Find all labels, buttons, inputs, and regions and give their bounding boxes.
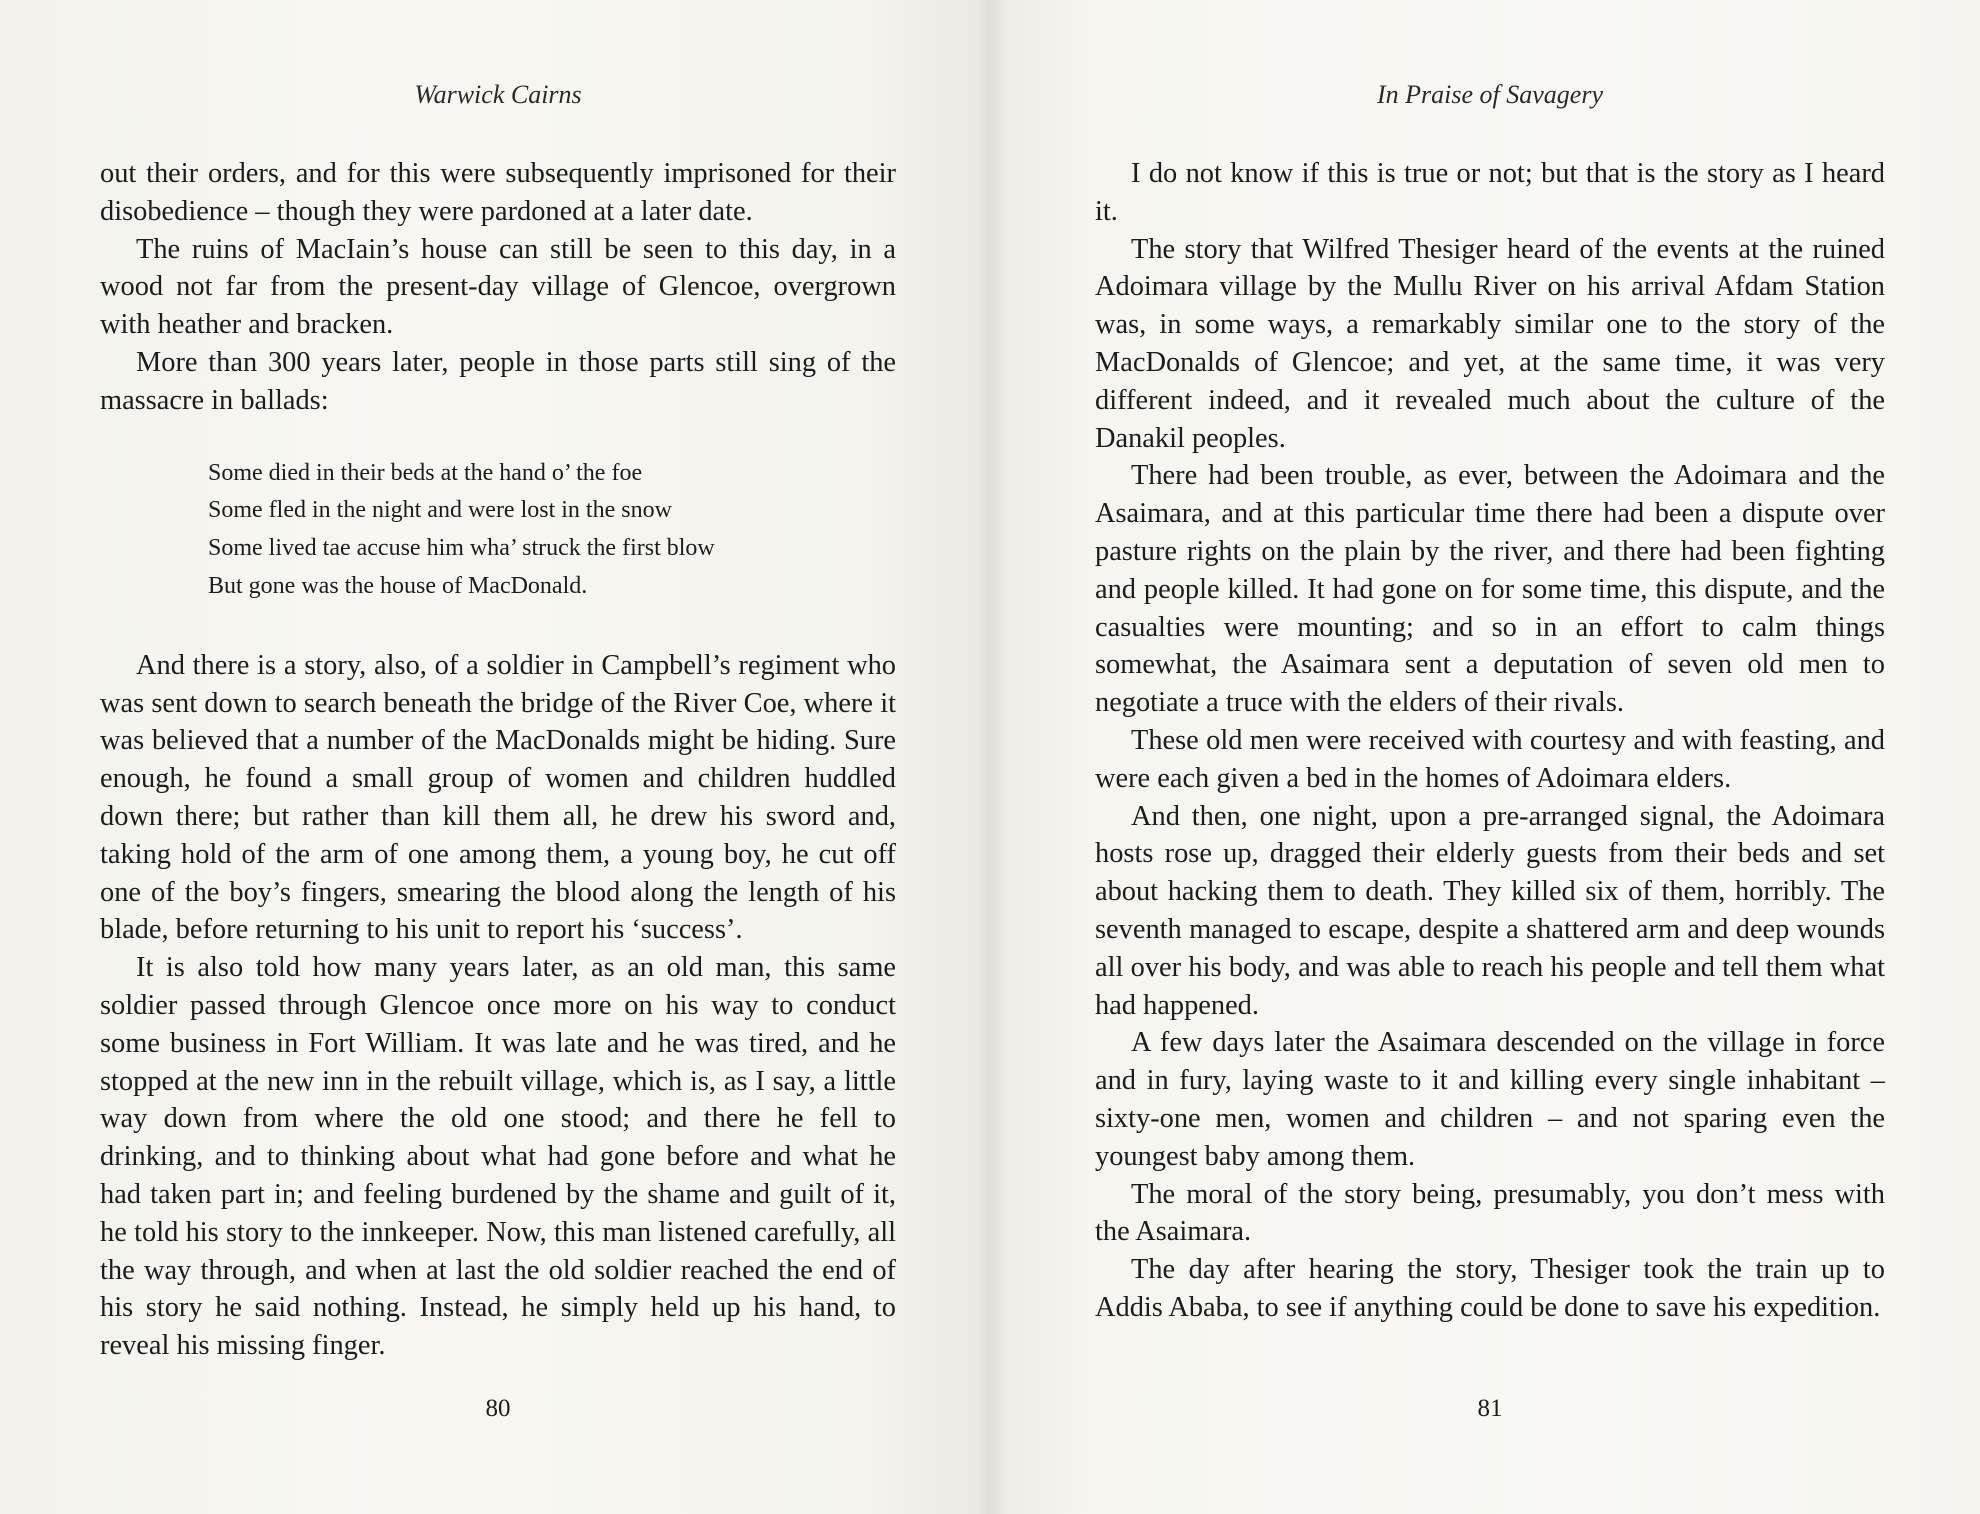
paragraph: The story that Wilfred Thesiger heard of the events at the ruined Adoimara village by the Mullu River on his arrival Afdam Station was, in some ways, a remarkably similar one to the story of the MacDonalds of Glencoe; and yet, at the same time, it was very different indeed, and it revealed much about the culture of the Danakil peoples. (1095, 233, 1885, 454)
paragraph: There had been trouble, as ever, between the Adoimara and the Asaimara, and at this particular time there had been a dispute over pasture rights on the plain by the river, and there had been fighting and people killed. It had gone on for some time, this dispute, and the casualties were mounting; and so in an effort to calm things somewhat, the Asaimara sent a deputation of seven old men to negotiate a truce with the elders of their rivals. (1095, 460, 1885, 719)
verse-line: Some fled in the night and were lost in the snow (208, 497, 672, 524)
paragraph: These old men were received with courtesy and with feasting, and were each given a bed in the homes of Adoimara elders. (1095, 724, 1885, 794)
verse-line: But gone was the house of MacDonald. (208, 572, 588, 599)
page-number-right: 81 (1477, 1395, 1503, 1422)
ballad-verse (208, 455, 896, 606)
running-head-author: Warwick Cairns (414, 80, 582, 109)
paragraph: And then, one night, upon a pre-arranged signal, the Adoimara hosts rose up, dragged their elderly guests from their beds and set about hacking them to death. They killed six of them, horribly. The seventh managed to escape, despite a shattered arm and deep wounds all over his body, and was able to reach his people and tell them what had happened. (1095, 800, 1885, 1021)
running-head-title: In Praise of Savagery (1376, 80, 1603, 109)
right-page (990, 0, 1980, 1514)
paragraph: A few days later the Asaimara descended on the village in force and in fury, laying waste to it and killing every single inhabitant – sixty-one men, women and children – and not sparing even the youngest baby among them. (1095, 1027, 1885, 1172)
paragraph: And there is a story, also, of a soldier in Campbell’s regiment who was sent down to search beneath the bridge of the River Coe, where it was believed that a number of the MacDonalds might be hiding. Sure enough, he found a small group of women and children huddled down there; but rather than kill them all, he drew his sword and, taking hold of the arm of one among them, a young boy, he cut off one of the boy’s fingers, smearing the blood along the length of his blade, before returning to his unit to report his ‘success’. (100, 649, 896, 946)
left-page-text (100, 155, 896, 1365)
paragraph: out their orders, and for this were subsequently imprisoned for their disobedience – though they were pardoned at a later date. (100, 158, 896, 227)
paragraph: It is also told how many years later, as an old man, this same soldier passed through Glencoe once more on his way to conduct some business in Fort William. It was late and he was tired, and he stopped at the new inn in the rebuilt village, which is, as I say, a little way down from where the old one stood; and there he fell to drinking, and to thinking about what had gone before and what he had taken part in; and feeling burdened by the shame and guilt of it, he told his story to the innkeeper. Now, this man listened carefully, all the way through, and when at last the old soldier reached the end of his story he said nothing. Instead, he simply held up his hand, to reveal his missing finger. (100, 952, 896, 1362)
paragraph: More than 300 years later, people in those parts still sing of the massacre in ballads: (100, 346, 896, 416)
verse-line: Some lived tae accuse him wha’ struck the first blow (208, 535, 715, 562)
paragraph: The day after hearing the story, Thesiger took the train up to Addis Ababa, to see if anything could be done to save his expedition. (1095, 1254, 1885, 1323)
right-page-text (1095, 155, 1885, 1327)
paragraph: The ruins of MacIain’s house can still be seen to this day, in a wood not far from the present-day village of Glencoe, overgrown with heather and bracken. (100, 233, 896, 341)
book-gutter-shadow (976, 0, 1006, 1514)
verse-line: Some died in their beds at the hand o’ the foe (208, 459, 643, 486)
page-number-left: 80 (485, 1395, 511, 1422)
paragraph: I do not know if this is true or not; but that is the story as I heard it. (1095, 158, 1885, 227)
paragraph: The moral of the story being, presumably, you don’t mess with the Asaimara. (1095, 1178, 1885, 1248)
